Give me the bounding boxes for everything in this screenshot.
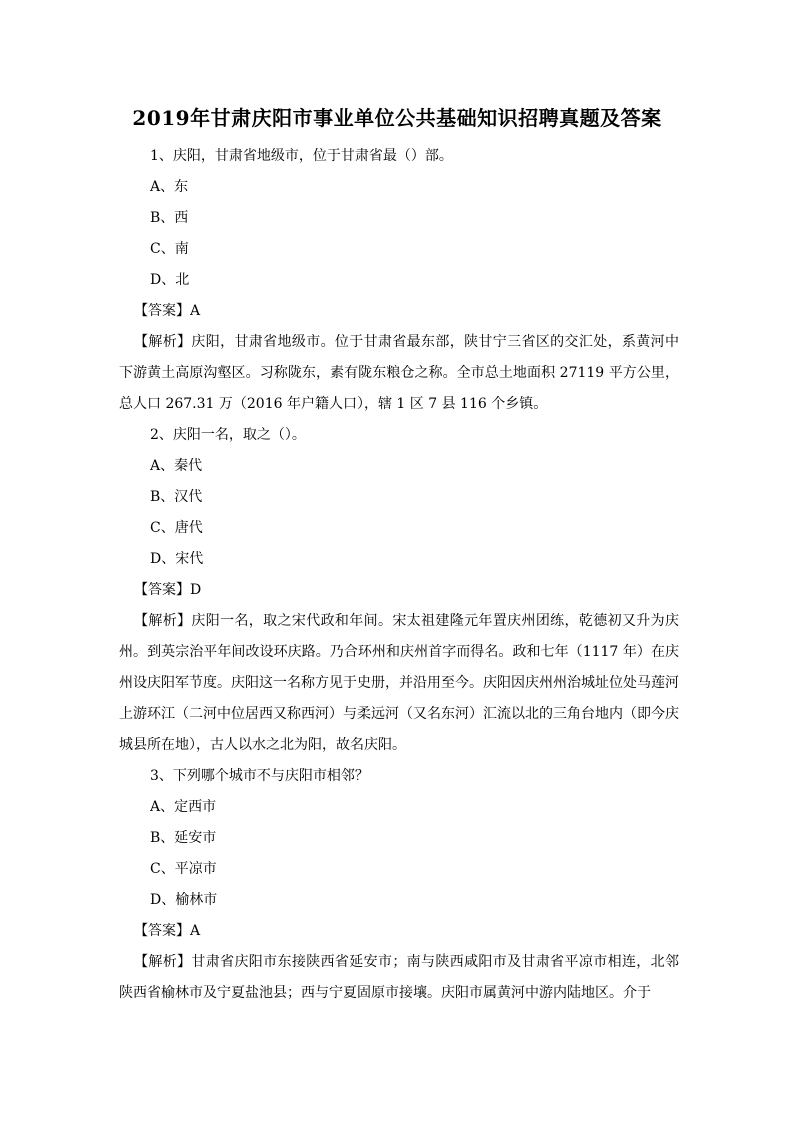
question-3-option-a: A、定西市 — [150, 799, 217, 815]
question-1-answer: 【答案】A — [134, 303, 201, 319]
question-3-option-b: B、延安市 — [150, 830, 217, 846]
question-2-stem: 2、庆阳一名，取之（）。 — [150, 427, 306, 443]
question-3-stem: 3、下列哪个城市不与庆阳市相邻？ — [150, 768, 369, 784]
question-3-answer: 【答案】A — [134, 923, 201, 939]
question-1-option-d: D、北 — [150, 272, 190, 288]
question-1-option-a: A、东 — [150, 179, 189, 195]
document-title: 2019年甘肃庆阳市事业单位公共基础知识招聘真题及答案 — [132, 106, 662, 130]
question-3-option-c: C、平凉市 — [150, 861, 217, 877]
question-1-stem: 1、庆阳，甘肃省地级市，位于甘肃省最（）部。 — [150, 148, 453, 164]
question-3-analysis: 【解析】甘肃省庆阳市东接陕西省延安市；南与陕西咸阳市及甘肃省平凉市相连，北邻陕西省榆林市及宁夏盐池县；西与宁夏固原市接壤。庆阳市属黄河中游内陆地区。介于 — [119, 954, 679, 1001]
question-1-analysis: 【解析】庆阳，甘肃省地级市。位于甘肃省最东部，陕甘宁三省区的交汇处，系黄河中下游黄土高原沟壑区。习称陇东，素有陇东粮仓之称。全市总土地面积 27119 平方公里，总人口 267.31 万（2016 年户籍人口），辖 1 区 7 县 116 个乡镇。 — [119, 334, 679, 412]
question-3-option-d: D、榆林市 — [150, 892, 218, 908]
document-body — [119, 141, 679, 1009]
question-1-option-c: C、南 — [150, 241, 189, 257]
question-2-option-d: D、宋代 — [150, 551, 204, 567]
question-2-option-c: C、唐代 — [150, 520, 203, 536]
question-2-answer: 【答案】D — [134, 582, 202, 598]
question-1-option-b: B、西 — [150, 210, 189, 226]
question-2-option-a: A、秦代 — [150, 458, 203, 474]
question-2-option-b: B、汉代 — [150, 489, 203, 505]
question-2-analysis: 【解析】庆阳一名，取之宋代政和年间。宋太祖建隆元年置庆州团练，乾德初又升为庆州。到英宗治平年间改设环庆路。乃合环州和庆州首字而得名。政和七年（1117 年）在庆州设庆阳军节度。庆阳这一名称方见于史册，并沿用至今。庆阳因庆州州治城址位处马莲河上游环江（二河中位居西又称西河）与柔远河（又名东河）汇流以北的三角台地内（即今庆城县所在地），古人以水之北为阳，故名庆阳。 — [119, 613, 679, 753]
